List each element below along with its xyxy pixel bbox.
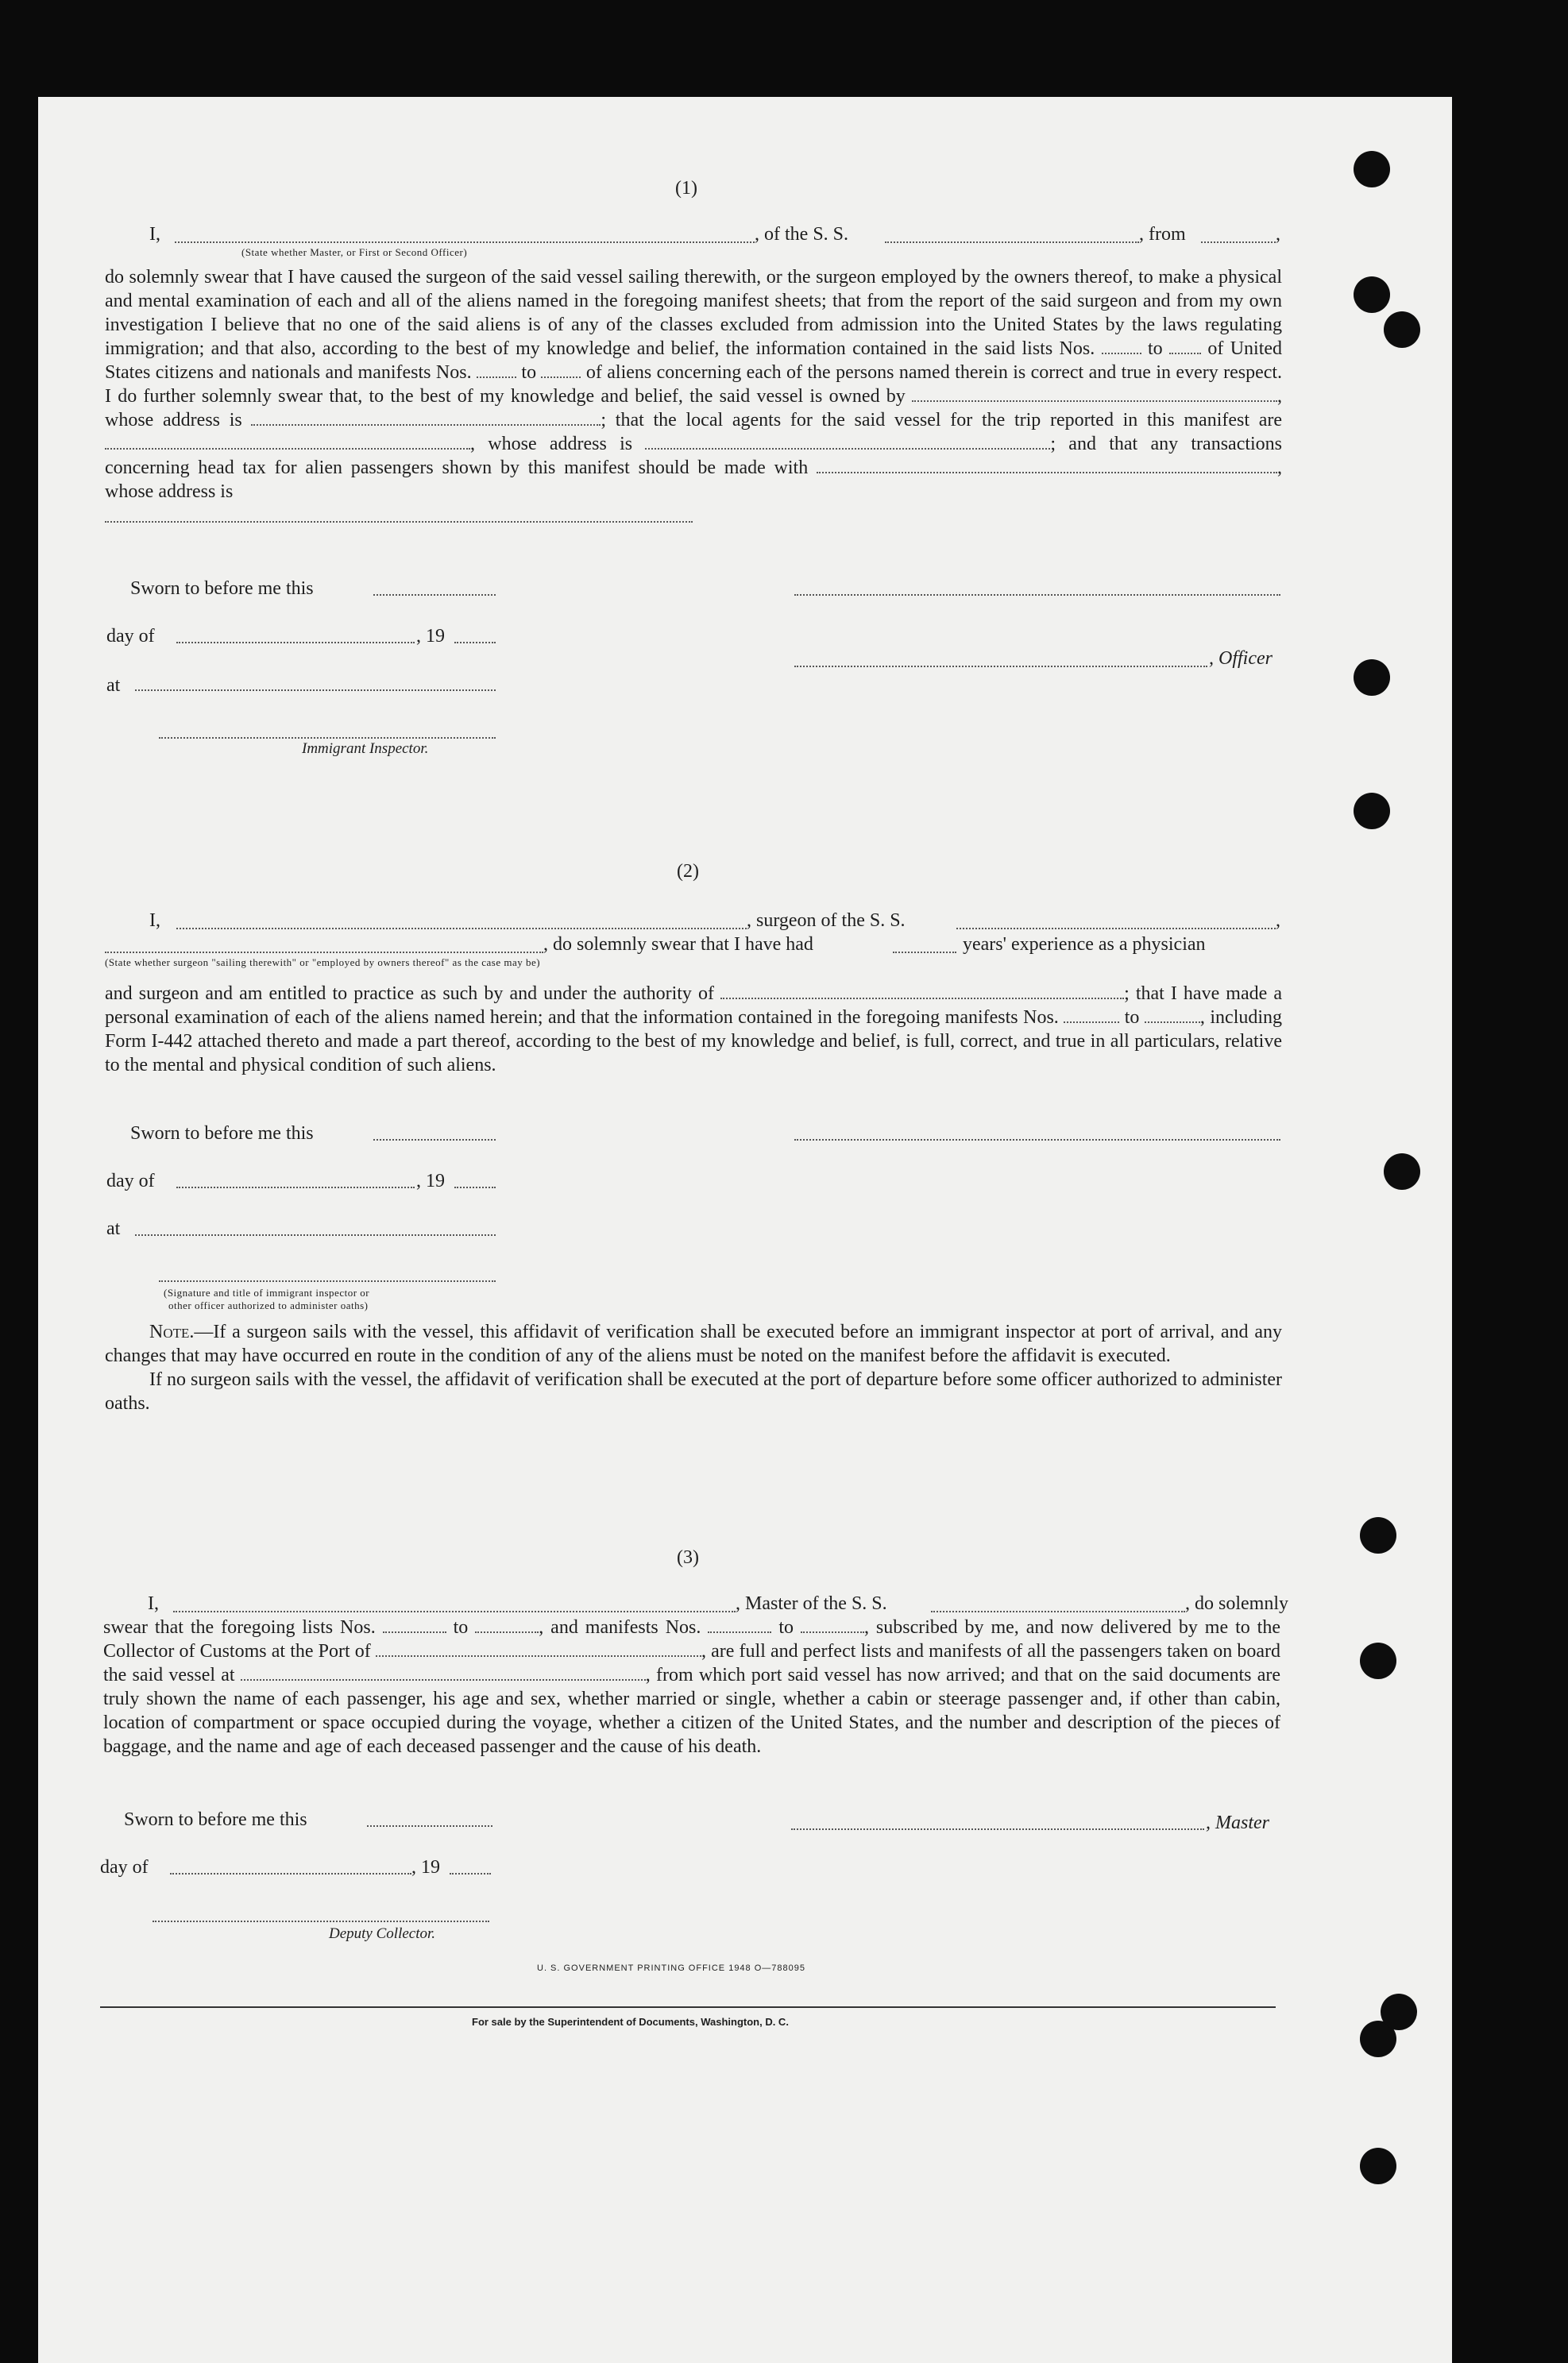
officer-label: , Officer (1209, 648, 1273, 669)
section-1-number: (1) (675, 178, 697, 199)
deputy-collector-label: Deputy Collector. (329, 1925, 436, 1942)
agents-address-field[interactable] (645, 434, 1050, 450)
section-1-whose-2: , whose address is (105, 458, 1283, 502)
note-text-2: If no surgeon sails with the vessel, the affidavit of verification shall be executed at the port of departure before some officer authorized to administer oaths. (105, 1369, 1282, 1414)
section-1-i: I, (149, 224, 160, 245)
section-1-to-1: to (1147, 338, 1163, 359)
years-experience-field[interactable] (893, 937, 956, 953)
officer-note: (State whether Master, or First or Second Officer) (241, 246, 468, 258)
section-1-of-ss: , of the S. S. (755, 224, 849, 245)
section-1-text-b: of United States citizens and nationals and manifests Nos. (105, 338, 1283, 383)
section-2-text-c: , including Form I-442 attached thereto and made a part thereof, according to the best of my knowledge and belief, is full, correct, and true in all particulars, relative to the mental and physical condition of such aliens. (105, 1007, 1283, 1075)
section-3-number: (3) (677, 1547, 699, 1568)
local-agents-field[interactable] (105, 434, 470, 450)
section-2-text-a: and surgeon and am entitled to practice as such by and under the authority of (105, 983, 714, 1004)
section-2-surgeon-of: , surgeon of the S. S. (747, 910, 906, 931)
section-3-text-a: swear that the foregoing lists Nos. (103, 1617, 376, 1638)
lists-from-field[interactable] (1102, 338, 1141, 354)
master-signature-field[interactable] (791, 1828, 1204, 1830)
officer-title-field[interactable] (794, 666, 1207, 667)
section-2-manifest-from-field[interactable] (1064, 1007, 1119, 1023)
section-3-to-1: to (453, 1617, 469, 1638)
section-2-day-of: day of (106, 1171, 155, 1191)
surgeon-signature-field[interactable] (794, 1139, 1280, 1141)
section-3-i: I, (148, 1593, 159, 1614)
punch-hole (1354, 276, 1390, 313)
section-2-inspector-signature-field[interactable] (159, 1280, 496, 1282)
section-2-semi: ; (1124, 983, 1130, 1004)
footer-rule (100, 2006, 1276, 2008)
section-1-at: at (106, 675, 121, 696)
section-2-manifest-to-field[interactable] (1145, 1007, 1200, 1023)
section-1-whose-1: , whose address is (105, 386, 1283, 431)
section-1-body (105, 265, 1282, 523)
section-3-text-c: , are full and perfect lists and manifests of all the passengers taken on board the said vessel at (103, 1641, 1281, 1685)
punch-hole (1384, 311, 1420, 348)
section-3-sworn: Sworn to before me this (124, 1809, 307, 1830)
authority-field[interactable] (720, 983, 1124, 999)
surgeon-capacity-field[interactable] (105, 937, 543, 953)
punch-hole (1360, 2148, 1396, 2184)
section-1-month-field[interactable] (176, 642, 415, 643)
section-2-at-field[interactable] (135, 1234, 496, 1236)
master-name-field[interactable] (173, 1597, 736, 1612)
punch-hole (1381, 1994, 1417, 2030)
section-2-text-b: that I have made a personal examination of each of the aliens named herein; and that the information contained in the foregoing manifests Nos. (105, 983, 1283, 1028)
section-1-at-field[interactable] (135, 689, 496, 691)
punch-hole (1384, 1153, 1420, 1190)
section-1-text-c: of aliens concerning each of the persons named therein is correct and true in every respect. I do further solemnly swear that, to the best of my knowledge and belief, the said vessel is owned by (105, 362, 1283, 407)
signature-note-2: other officer authorized to administer oaths) (168, 1299, 369, 1311)
departure-port-field[interactable] (241, 1665, 646, 1681)
section-1-year-field[interactable] (454, 642, 496, 643)
head-tax-address-field[interactable] (105, 507, 693, 523)
surgeon-note: (State whether surgeon "sailing therewith" or "employed by owners thereof" as the case may be) (105, 956, 541, 968)
section-3-month-field[interactable] (170, 1873, 411, 1875)
section-3-solemnly: , do solemnly (1185, 1593, 1288, 1614)
section-3-vessel-field[interactable] (931, 1597, 1185, 1612)
section-2-body (105, 982, 1282, 1077)
section-2-note (105, 1320, 1282, 1415)
section-2-month-field[interactable] (176, 1187, 415, 1188)
section-1-comma: , (1276, 224, 1280, 245)
signature-note-1: (Signature and title of immigrant inspector or (164, 1287, 370, 1299)
section-3-day-of: day of (100, 1857, 149, 1878)
punch-hole (1354, 151, 1390, 187)
section-2-vessel-field[interactable] (956, 913, 1276, 929)
section-1-comma-2: , (470, 434, 475, 454)
section-3-manifests-from-field[interactable] (708, 1617, 771, 1633)
sale-line: For sale by the Superintendent of Documents, Washington, D. C. (472, 2016, 789, 2028)
section-2-opening (105, 909, 1282, 968)
deputy-collector-signature-field[interactable] (153, 1921, 489, 1922)
section-3-lists-from-field[interactable] (383, 1617, 446, 1633)
surgeon-name-field[interactable] (176, 913, 747, 929)
note-text-1: —If a surgeon sails with the vessel, this affidavit of verification shall be executed before an immigrant inspector at port of arrival, and any changes that may have occurred en route in the condition of any of the aliens must be noted on the manifest before the affidavit is executed. (105, 1322, 1282, 1366)
section-2-year-field[interactable] (454, 1187, 496, 1188)
section-3-year-field[interactable] (450, 1873, 491, 1875)
section-2-to: to (1124, 1007, 1140, 1028)
section-1-day-of: day of (106, 626, 155, 647)
printing-office-line: U. S. GOVERNMENT PRINTING OFFICE 1948 O—788095 (537, 1963, 805, 1973)
section-2-swear-had: , do solemnly swear that I have had (543, 934, 813, 955)
section-1-from: , from (1139, 224, 1186, 245)
manifests-to-field[interactable] (541, 362, 581, 378)
master-label: , Master (1206, 1813, 1269, 1833)
section-2-years: years' experience as a physician (963, 934, 1206, 955)
lists-to-field[interactable] (1169, 338, 1201, 354)
owner-field[interactable] (912, 386, 1277, 402)
section-1-sworn: Sworn to before me this (130, 578, 314, 599)
punch-hole (1360, 1643, 1396, 1679)
section-1-to-2: to (521, 362, 537, 383)
section-2-number: (2) (677, 861, 699, 882)
owner-address-field[interactable] (251, 410, 601, 426)
section-1-semi: ; (601, 410, 607, 431)
section-2-sworn-date-field[interactable] (373, 1139, 496, 1141)
punch-hole (1354, 659, 1390, 696)
section-3-sworn-date-field[interactable] (367, 1825, 492, 1827)
punch-hole (1360, 1517, 1396, 1554)
section-1-text-f: ; and that any transactions concerning head tax for alien passengers shown by this manifest should be made with (105, 434, 1283, 478)
section-1-sworn-date-field[interactable] (373, 594, 496, 596)
inspector-label: Immigrant Inspector. (302, 740, 429, 757)
port-of-entry-field[interactable] (376, 1641, 701, 1657)
section-1-opening (105, 222, 1282, 258)
section-3-text-b: , subscribed by me, and now delivered by me to the Collector of Customs at the Port of (103, 1617, 1281, 1662)
section-3-and-manifests: , and manifests Nos. (539, 1617, 701, 1638)
section-2-year: , 19 (416, 1171, 445, 1191)
section-1-text-a: do solemnly swear that I have caused the surgeon of the said vessel sailing therewith, or the surgeon employed by the owners thereof, to make a physical and mental examination of each and all of the aliens named in the foregoing manifest sheets; that from the report of the said surgeon and from my own investigation I believe that no one of the said aliens is of any of the classes excluded from admission into the United States by the laws regulating immigration; and that also, according to the best of my knowledge and belief, the information contained in the said lists Nos. (105, 267, 1282, 359)
section-2-sworn: Sworn to before me this (130, 1123, 314, 1144)
section-2-comma: , (1276, 910, 1280, 931)
section-3-to-2: to (778, 1617, 794, 1638)
from-port-field[interactable] (1201, 227, 1276, 243)
inspector-signature-field[interactable] (159, 737, 496, 739)
section-3-body (103, 1592, 1288, 1759)
vessel-name-field[interactable] (885, 227, 1139, 243)
section-3-text-d: , from which port said vessel has now arrived; and that on the said documents are truly shown the name of each passenger, his age and sex, whether married or single, whether a cabin or steerage passenger and, if other than cabin, location of compartment or space occupied during the voyage, whether a citizen of the United States, and the number and description of the pieces of baggage, and the name and age of each deceased passenger and the cause of his death. (103, 1665, 1281, 1757)
section-2-at: at (106, 1218, 121, 1239)
section-3-master-of: , Master of the S. S. (736, 1593, 887, 1614)
section-1-text-d: that the local agents for the said vessel for the trip reported in this manifest are (615, 410, 1283, 431)
officer-name-field[interactable] (175, 227, 755, 243)
section-3-manifests-to-field[interactable] (801, 1617, 864, 1633)
note-label: Note. (149, 1322, 195, 1342)
officer-signature-field[interactable] (794, 594, 1280, 596)
section-1-text-e: whose address is (488, 434, 633, 454)
section-1-year: , 19 (416, 626, 445, 647)
section-3-lists-to-field[interactable] (475, 1617, 539, 1633)
manifests-from-field[interactable] (477, 362, 516, 378)
section-2-i: I, (149, 910, 160, 931)
section-3-year: , 19 (411, 1857, 440, 1878)
punch-hole (1354, 793, 1390, 829)
head-tax-party-field[interactable] (817, 458, 1277, 473)
